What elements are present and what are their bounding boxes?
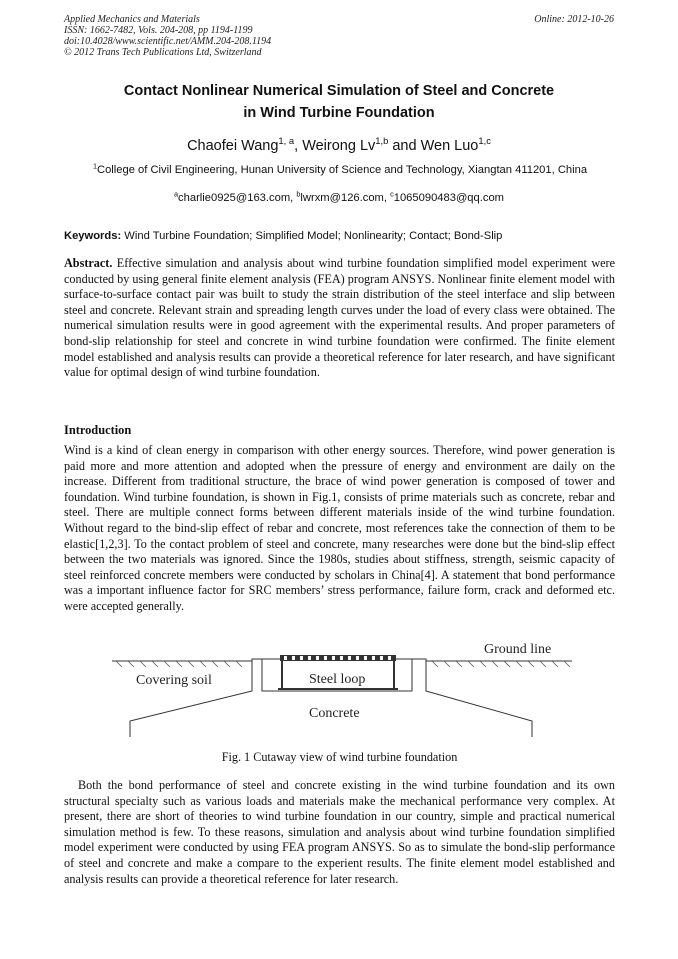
- keywords: [64, 230, 624, 242]
- concrete-foundation-outline: [130, 659, 532, 737]
- online-date: Online: 2012-10-26: [534, 14, 614, 25]
- figure-1-caption: Fig. 1 Cutaway view of wind turbine foundation: [221, 750, 458, 764]
- email-a-sup: a: [173, 189, 179, 199]
- steel-loop-plate: [280, 655, 396, 661]
- journal-header: [64, 14, 271, 58]
- author-separator-2: and: [388, 138, 421, 154]
- affiliation: [60, 161, 620, 176]
- journal-name: Applied Mechanics and Materials: [64, 14, 200, 25]
- issn-line: ISSN: 1662-7482, Vols. 204-208, pp 1194-1199: [64, 25, 253, 36]
- covering-soil-label: Covering soil: [136, 673, 212, 688]
- title-line-2: in Wind Turbine Foundation: [243, 105, 435, 121]
- affiliation-text: College of Civil Engineering, Hunan University of Science and Technology, Xiangtan 411201, China: [96, 164, 588, 176]
- email-b-sup: b: [296, 189, 301, 199]
- soil-hatching: [116, 661, 570, 667]
- doi-line: doi:10.4028/www.scientific.net/AMM.204-208.1194: [64, 36, 272, 47]
- author-3: Wen Luo: [420, 138, 479, 154]
- email-list: [64, 189, 614, 204]
- introduction-paragraph-2: Both the bond performance of steel and concrete existing in the wind turbine foundation and its own structural specialty such as various loads and materials make the mechanical performance very complex. At present, there are short of theories to wind turbine foundation in our country, simple and practical numerical simulation method is few. To these reasons, simulation and analysis about wind turbine foundation simplified model experiment were conducted by using FEA program ANSYS. So as to simulate the bond-slip performance of steel and concrete and make a compare to the experient results. The finite element model established and analysis results can provide a theoretical reference for later research.: [64, 778, 615, 886]
- email-c-sup: c: [390, 189, 394, 199]
- author-2: Weirong Lv: [302, 138, 376, 154]
- email-b: lwrxm@126.com,: [300, 192, 391, 204]
- keywords-label: Keywords:: [64, 230, 122, 242]
- steel-loop-label: Steel loop: [309, 672, 366, 687]
- abstract-label: Abstract.: [64, 256, 113, 270]
- email-a: charlie0925@163.com,: [178, 192, 297, 204]
- author-3-sup: 1,c: [478, 135, 491, 147]
- abstract-text: Effective simulation and analysis about wind turbine foundation simplified model experiment were conducted by using general finite element analysis (FEA) program ANSYS. Nonlinear finite element model with surface-to-surface contact pair was built to study the strain distribution of the steel interface and slip between steel and concrete. Relevant strain and spreading length curves under the load of every class were obtained. The numerical simulation results were in good agreement with the experimental results. And proper parameters of bond-slip relationship for steel and concrete in wind turbine foundation were confirmed. The finite element model established and analysis results can provide a theoretical reference for later research, and have significant value for optimal design of wind turbine foundation.: [64, 256, 615, 380]
- author-1: Chaofei Wang: [187, 138, 279, 154]
- author-1-sup: 1, a: [278, 135, 295, 147]
- author-2-sup: 1,b: [375, 135, 389, 147]
- author-list: [64, 135, 614, 154]
- figure-1-diagram: [112, 637, 572, 737]
- copyright-line: © 2012 Trans Tech Publications Ltd, Switzerland: [64, 47, 262, 58]
- affiliation-sup: 1: [92, 161, 97, 171]
- email-c: 1065090483@qq.com: [393, 192, 504, 204]
- abstract: [64, 256, 615, 381]
- keywords-text: Wind Turbine Foundation; Simplified Model; Nonlinearity; Contact; Bond-Slip: [121, 230, 503, 242]
- concrete-label: Concrete: [309, 706, 360, 721]
- introduction-paragraph-1: Wind is a kind of clean energy in comparison with other energy sources. Therefore, wind power generation is paid more and more attention and adopted when the pressure of energy and environment are daily on the increase. Different from traditional structure, the brace of wind power generation is composed of tower and foundation. Wind turbine foundation, is shown in Fig.1, consists of prime materials such as concrete, rebar and steel. There are multiple connect forms between different materials inside of the wind turbine foundation. Without regard to the bind-slip effect of rebar and concrete, most references take the connection of them to be elastic[1,2,3]. To the contact problem of steel and concrete, many researches were done but the bind-slip effect between the two materials was ignored. Since the 1980s, studies about stiffness, strength, seismic capacity of steel reinforced concrete members were conducted by scholars in China[4]. A statement that bond performance was a important influence factor for SRC members’ stress performance, failure form, crack and deformed etc. were accepted generally.: [64, 443, 615, 613]
- ground-line-label: Ground line: [484, 642, 552, 657]
- title-line-1: Contact Nonlinear Numerical Simulation of Steel and Concrete: [123, 83, 555, 99]
- section-heading-introduction: Introduction: [64, 423, 132, 437]
- paper-title: [64, 80, 614, 124]
- author-separator-1: ,: [294, 138, 303, 154]
